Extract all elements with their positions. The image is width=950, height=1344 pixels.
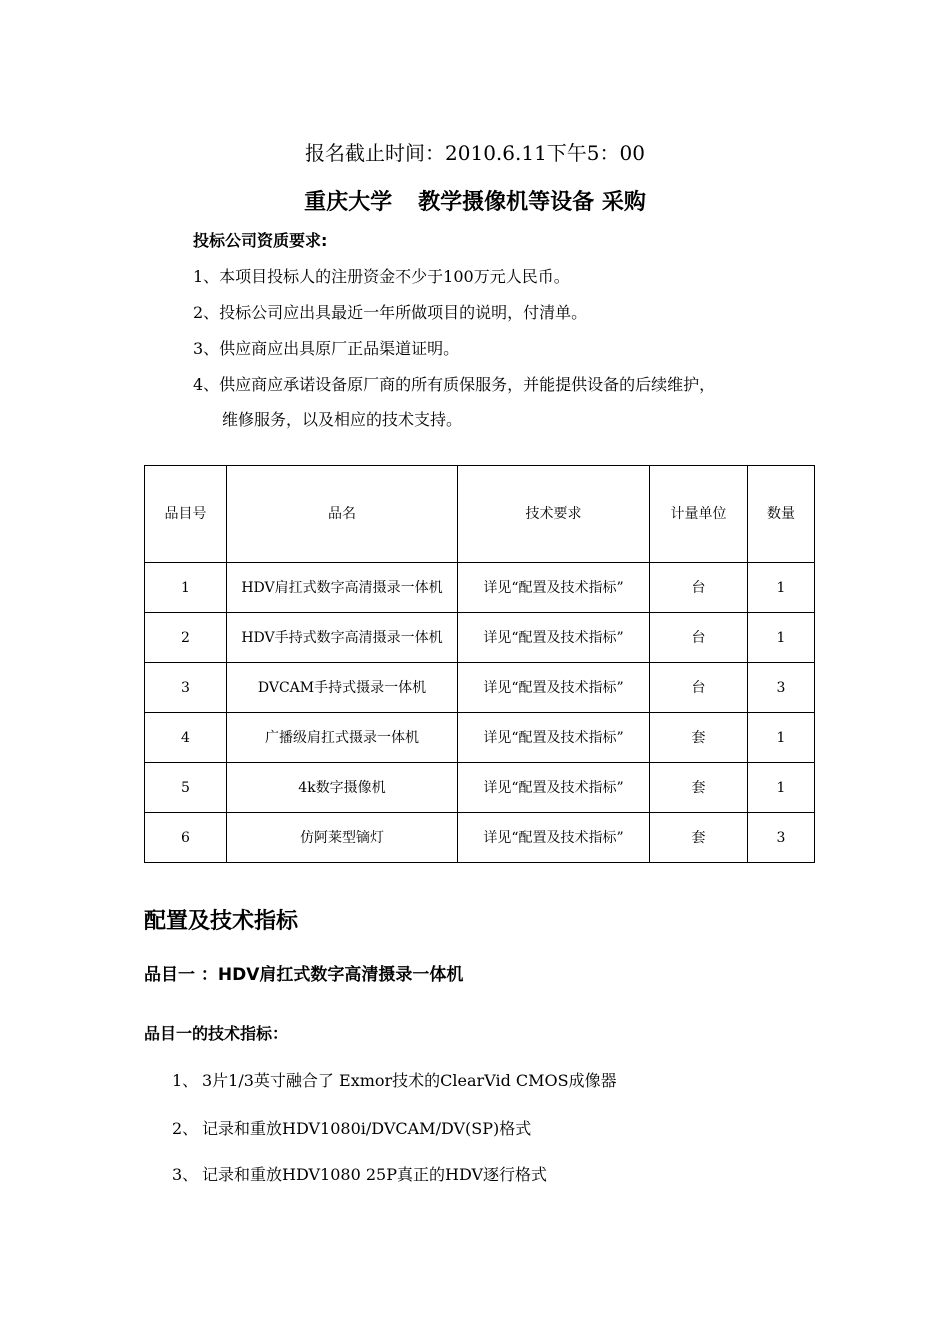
cell-item-no: 5 [145,763,227,813]
spec-text: 记录和重放HDV1080 25P真正的HDV逐行格式 [202,1165,548,1184]
table-row [145,663,815,713]
spec-item [172,1162,547,1185]
cell-unit: 套 [650,713,748,763]
cell-item-no: 1 [145,563,227,613]
table-header-row [145,466,815,563]
cell-item-no: 3 [145,663,227,713]
cell-unit: 台 [650,613,748,663]
cell-item-name: 广播级肩扛式摄录一体机 [227,713,458,763]
spec-number: 2、 [172,1119,199,1138]
cell-quantity: 1 [748,713,815,763]
title-procurement: 教学摄像机等设备 采购 [418,190,646,215]
cell-tech-req: 详见“配置及技术指标” [458,813,650,863]
header-tech-req: 技术要求 [458,466,650,563]
header-quantity: 数量 [748,466,815,563]
table-row [145,713,815,763]
registration-deadline: 报名截止时间：2010.6.11下午5：00 [305,141,645,165]
cell-tech-req: 详见“配置及技术指标” [458,563,650,613]
title-university: 重庆大学 [304,190,393,215]
qualification-item-4-text: 4、供应商应承诺设备原厂商的所有质保服务，并能提供设备的后续维护， [193,375,716,394]
qualification-item-4-continuation: 维修服务，以及相应的技术支持。 [222,410,463,429]
item-one-spec-heading: 品目一的技术指标： [144,1024,289,1043]
cell-item-name: DVCAM手持式摄录一体机 [227,663,458,713]
spec-text: 3片1/3英寸融合了 Exmor技术的ClearVid CMOS成像器 [202,1071,617,1090]
config-section-heading: 配置及技术指标 [144,909,299,934]
qualification-item-2: 2、投标公司应出具最近一年所做项目的说明，付清单。 [193,303,588,322]
cell-quantity: 3 [748,813,815,863]
cell-quantity: 1 [748,563,815,613]
spec-number: 3、 [172,1165,199,1184]
cell-tech-req: 详见“配置及技术指标” [458,763,650,813]
table-row [145,813,815,863]
cell-unit: 套 [650,813,748,863]
cell-item-no: 4 [145,713,227,763]
cell-item-no: 2 [145,613,227,663]
spec-number: 1、 [172,1071,199,1090]
header-item-name: 品名 [227,466,458,563]
cell-item-name: 仿阿莱型镝灯 [227,813,458,863]
document-title [0,185,950,216]
cell-item-name: 4k数字摄像机 [227,763,458,813]
qualification-item-4 [193,372,715,430]
spec-text: 记录和重放HDV1080i/DVCAM/DV(SP)格式 [202,1119,532,1138]
cell-tech-req: 详见“配置及技术指标” [458,663,650,713]
cell-quantity: 1 [748,613,815,663]
qualification-item-3: 3、供应商应出具原厂正品渠道证明。 [193,339,460,358]
cell-unit: 台 [650,563,748,613]
cell-unit: 台 [650,663,748,713]
cell-item-no: 6 [145,813,227,863]
table-row [145,613,815,663]
header-item-no: 品目号 [145,466,227,563]
header-unit: 计量单位 [650,466,748,563]
spec-item [172,1068,617,1091]
qualification-heading: 投标公司资质要求: [193,231,328,250]
cell-quantity: 1 [748,763,815,813]
cell-item-name: HDV肩扛式数字高清摄录一体机 [227,563,458,613]
qualification-item-1: 1、本项目投标人的注册资金不少于100万元人民币。 [193,267,570,286]
cell-tech-req: 详见“配置及技术指标” [458,613,650,663]
cell-tech-req: 详见“配置及技术指标” [458,713,650,763]
spec-item [172,1116,531,1139]
table-row [145,763,815,813]
procurement-items-table [144,465,815,863]
item-one-heading: 品目一 ：HDV肩扛式数字高清摄录一体机 [144,965,464,985]
cell-item-name: HDV手持式数字高清摄录一体机 [227,613,458,663]
table-row [145,563,815,613]
cell-unit: 套 [650,763,748,813]
cell-quantity: 3 [748,663,815,713]
